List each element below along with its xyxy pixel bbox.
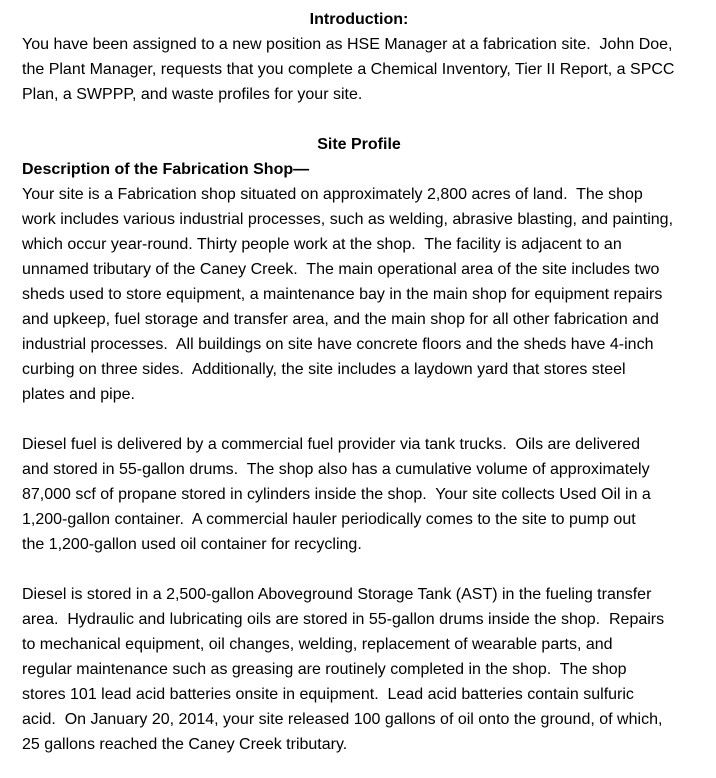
text-line: regular maintenance such as greasing are routinely completed in the shop. The shop <box>22 661 627 678</box>
introduction-heading: Introduction: <box>309 11 409 28</box>
text-line: work includes various industrial processes, such as welding, abrasive blasting, and painting, <box>22 211 674 228</box>
text-line: Diesel is stored in a 2,500-gallon Aboveground Storage Tank (AST) in the fueling transfer <box>22 586 652 603</box>
text-line: which occur year-round. Thirty people work at the shop. The facility is adjacent to an <box>22 236 622 253</box>
text-line: industrial processes. All buildings on site have concrete floors and the sheds have 4-inch <box>22 336 654 353</box>
text-line: stores 101 lead acid batteries onsite in equipment. Lead acid batteries contain sulfuric <box>22 686 634 703</box>
text-line: 25 gallons reached the Caney Creek tributary. <box>22 736 348 753</box>
text-line: the 1,200-gallon used oil container for recycling. <box>22 536 362 553</box>
text-line: the Plant Manager, requests that you complete a Chemical Inventory, Tier II Report, a SPCC <box>22 61 675 78</box>
text-line: plates and pipe. <box>22 386 135 403</box>
text-line: Diesel fuel is delivered by a commercial fuel provider via tank trucks. Oils are delivered <box>22 436 641 453</box>
description-paragraph <box>22 182 696 407</box>
text-line: sheds used to store equipment, a maintenance bay in the main shop for equipment repairs <box>22 286 663 303</box>
text-line: Your site is a Fabrication shop situated on approximately 2,800 acres of land. The shop <box>22 186 643 203</box>
introduction-paragraph <box>22 32 696 107</box>
text-line: unnamed tributary of the Caney Creek. The main operational area of the site includes two <box>22 261 660 278</box>
text-line: curbing on three sides. Additionally, the site includes a laydown yard that stores steel <box>22 361 626 378</box>
text-line: Plan, a SWPPP, and waste profiles for your site. <box>22 86 363 103</box>
text-line: You have been assigned to a new position as HSE Manager at a fabrication site. John Doe, <box>22 36 673 53</box>
text-line: area. Hydraulic and lubricating oils are stored in 55-gallon drums inside the shop. Repairs <box>22 611 665 628</box>
description-heading: Description of the Fabrication Shop— <box>22 161 310 178</box>
text-line: acid. On January 20, 2014, your site released 100 gallons of oil onto the ground, of which, <box>22 711 663 728</box>
text-line: to mechanical equipment, oil changes, welding, replacement of wearable parts, and <box>22 636 613 653</box>
text-line: and upkeep, fuel storage and transfer area, and the main shop for all other fabrication and <box>22 311 659 328</box>
storage-incident-paragraph <box>22 582 696 757</box>
site-profile-heading: Site Profile <box>317 136 401 153</box>
text-line: 87,000 scf of propane stored in cylinders inside the shop. Your site collects Used Oil in a <box>22 486 651 503</box>
fuel-delivery-paragraph <box>22 432 696 557</box>
text-line: 1,200-gallon container. A commercial hauler periodically comes to the site to pump out <box>22 511 636 528</box>
text-line: and stored in 55-gallon drums. The shop also has a cumulative volume of approximately <box>22 461 650 478</box>
